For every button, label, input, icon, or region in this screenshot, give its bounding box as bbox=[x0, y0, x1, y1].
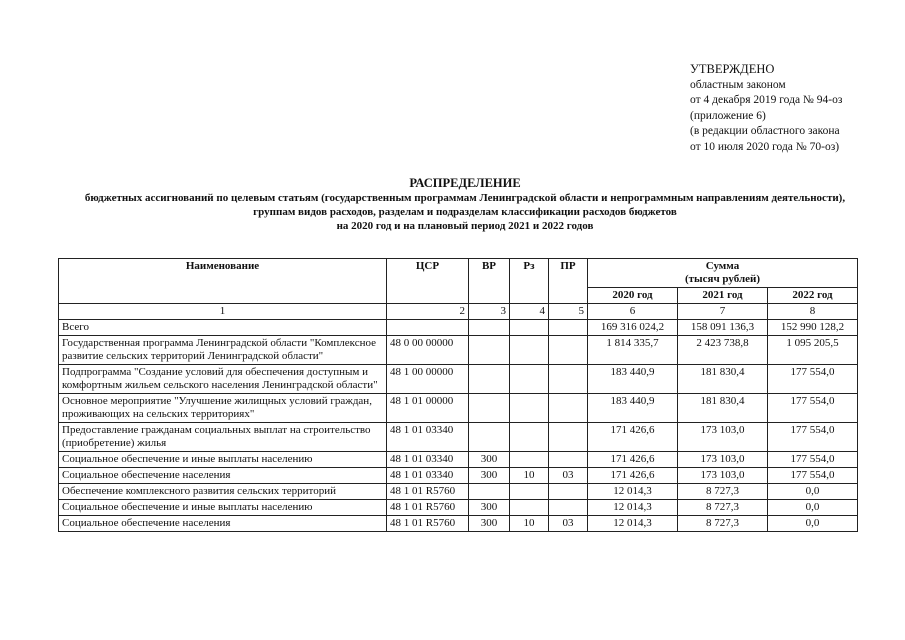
row-2021: 181 830,4 bbox=[678, 394, 768, 423]
row-2020: 171 426,6 bbox=[588, 468, 678, 484]
table-row bbox=[59, 336, 858, 365]
table-row bbox=[59, 452, 858, 468]
header-sum bbox=[588, 259, 858, 288]
row-2021: 181 830,4 bbox=[678, 365, 768, 394]
table-body bbox=[59, 304, 858, 532]
row-2022: 0,0 bbox=[768, 484, 858, 500]
row-csr: 48 1 01 03340 bbox=[387, 452, 469, 468]
column-number: 8 bbox=[768, 304, 858, 320]
row-2022: 177 554,0 bbox=[768, 394, 858, 423]
row-rz bbox=[510, 423, 549, 452]
row-rz bbox=[510, 484, 549, 500]
row-pr bbox=[549, 365, 588, 394]
row-name: Социальное обеспечение населения bbox=[59, 468, 387, 484]
row-2020: 171 426,6 bbox=[588, 452, 678, 468]
row-pr bbox=[549, 452, 588, 468]
header-rz: Рз bbox=[510, 259, 549, 304]
row-2022: 1 095 205,5 bbox=[768, 336, 858, 365]
column-number: 1 bbox=[59, 304, 387, 320]
total-2022: 152 990 128,2 bbox=[768, 320, 858, 336]
empty-cell bbox=[469, 320, 510, 336]
row-rz bbox=[510, 336, 549, 365]
row-vr: 300 bbox=[469, 452, 510, 468]
header-year-2022: 2022 год bbox=[768, 288, 858, 304]
empty-cell bbox=[387, 320, 469, 336]
table-row bbox=[59, 484, 858, 500]
column-number: 6 bbox=[588, 304, 678, 320]
row-csr: 48 1 01 00000 bbox=[387, 394, 469, 423]
column-number: 2 bbox=[387, 304, 469, 320]
row-2021: 173 103,0 bbox=[678, 452, 768, 468]
row-2020: 12 014,3 bbox=[588, 516, 678, 532]
approval-line: областным законом bbox=[690, 78, 786, 91]
total-2020: 169 316 024,2 bbox=[588, 320, 678, 336]
row-pr bbox=[549, 500, 588, 516]
row-name: Предоставление гражданам социальных выплат на строительство (приобретение) жилья bbox=[59, 423, 387, 452]
table-row bbox=[59, 516, 858, 532]
row-rz bbox=[510, 365, 549, 394]
row-2022: 177 554,0 bbox=[768, 423, 858, 452]
header-year-2020: 2020 год bbox=[588, 288, 678, 304]
row-csr: 48 1 01 R5760 bbox=[387, 516, 469, 532]
row-vr: 300 bbox=[469, 468, 510, 484]
row-name: Социальное обеспечение населения bbox=[59, 516, 387, 532]
row-name: Социальное обеспечение и иные выплаты населению bbox=[59, 500, 387, 516]
total-row bbox=[59, 320, 858, 336]
row-2022: 0,0 bbox=[768, 516, 858, 532]
row-2021: 173 103,0 bbox=[678, 468, 768, 484]
row-rz bbox=[510, 452, 549, 468]
approval-line: от 10 июля 2020 года № 70-оз) bbox=[690, 140, 840, 153]
row-2022: 177 554,0 bbox=[768, 452, 858, 468]
row-2020: 183 440,9 bbox=[588, 365, 678, 394]
column-number: 5 bbox=[549, 304, 588, 320]
row-csr: 48 1 01 R5760 bbox=[387, 500, 469, 516]
row-vr bbox=[469, 336, 510, 365]
column-number: 3 bbox=[469, 304, 510, 320]
row-2020: 183 440,9 bbox=[588, 394, 678, 423]
row-csr: 48 1 01 03340 bbox=[387, 423, 469, 452]
row-pr: 03 bbox=[549, 468, 588, 484]
row-2021: 173 103,0 bbox=[678, 423, 768, 452]
approval-line: (приложение 6) bbox=[690, 109, 766, 122]
row-pr bbox=[549, 336, 588, 365]
empty-cell bbox=[549, 320, 588, 336]
total-label: Всего bbox=[59, 320, 387, 336]
table-row bbox=[59, 394, 858, 423]
row-vr bbox=[469, 365, 510, 394]
row-rz: 10 bbox=[510, 516, 549, 532]
row-2022: 0,0 bbox=[768, 500, 858, 516]
row-pr bbox=[549, 484, 588, 500]
column-number: 7 bbox=[678, 304, 768, 320]
row-vr bbox=[469, 423, 510, 452]
document-heading bbox=[40, 175, 890, 233]
approval-line: (в редакции областного закона bbox=[690, 125, 840, 137]
row-2021: 8 727,3 bbox=[678, 516, 768, 532]
row-vr bbox=[469, 484, 510, 500]
document-subtitle: бюджетных ассигнований по целевым статьям (государственным программам Ленинградской области и непрограммным направлениям деятельности), bbox=[84, 192, 846, 204]
row-2022: 177 554,0 bbox=[768, 365, 858, 394]
table-row bbox=[59, 423, 858, 452]
header-csr: ЦСР bbox=[387, 259, 469, 304]
row-name: Социальное обеспечение и иные выплаты населению bbox=[59, 452, 387, 468]
row-rz bbox=[510, 500, 549, 516]
row-csr: 48 0 00 00000 bbox=[387, 336, 469, 365]
row-2020: 12 014,3 bbox=[588, 500, 678, 516]
header-vr: ВР bbox=[469, 259, 510, 304]
row-name: Обеспечение комплексного развития сельских территорий bbox=[59, 484, 387, 500]
header-year-2021: 2021 год bbox=[678, 288, 768, 304]
row-rz bbox=[510, 394, 549, 423]
column-number: 4 bbox=[510, 304, 549, 320]
document-title: РАСПРЕДЕЛЕНИЕ bbox=[409, 176, 521, 190]
row-rz: 10 bbox=[510, 468, 549, 484]
approval-line: от 4 декабря 2019 года № 94-оз bbox=[690, 94, 843, 106]
row-2020: 1 814 335,7 bbox=[588, 336, 678, 365]
header-pr: ПР bbox=[549, 259, 588, 304]
header-sum-unit: (тысяч рублей) bbox=[684, 273, 761, 285]
row-2022: 177 554,0 bbox=[768, 468, 858, 484]
column-number-row bbox=[59, 304, 858, 320]
header-name: Наименование bbox=[59, 259, 387, 304]
row-csr: 48 1 01 R5760 bbox=[387, 484, 469, 500]
row-name: Государственная программа Ленинградской области "Комплексное развитие сельских территорий Ленинградской области" bbox=[59, 336, 387, 365]
row-pr: 03 bbox=[549, 516, 588, 532]
row-vr bbox=[469, 394, 510, 423]
table-row bbox=[59, 365, 858, 394]
table-row bbox=[59, 468, 858, 484]
row-2020: 171 426,6 bbox=[588, 423, 678, 452]
empty-cell bbox=[510, 320, 549, 336]
row-2021: 8 727,3 bbox=[678, 500, 768, 516]
approval-title: УТВЕРЖДЕНО bbox=[690, 62, 775, 76]
row-pr bbox=[549, 394, 588, 423]
row-2021: 8 727,3 bbox=[678, 484, 768, 500]
row-vr: 300 bbox=[469, 500, 510, 516]
row-2020: 12 014,3 bbox=[588, 484, 678, 500]
row-name: Подпрограмма "Создание условий для обеспечения доступным и комфортным жильем сельского населения Ленинградской области" bbox=[59, 365, 387, 394]
table-row bbox=[59, 500, 858, 516]
row-csr: 48 1 01 03340 bbox=[387, 468, 469, 484]
total-2021: 158 091 136,3 bbox=[678, 320, 768, 336]
header-sum-label: Сумма bbox=[705, 260, 740, 272]
row-vr: 300 bbox=[469, 516, 510, 532]
approval-stamp bbox=[690, 62, 842, 155]
row-name: Основное мероприятие "Улучшение жилищных условий граждан, проживающих на сельских территориях" bbox=[59, 394, 387, 423]
row-pr bbox=[549, 423, 588, 452]
budget-table bbox=[58, 258, 858, 532]
row-csr: 48 1 00 00000 bbox=[387, 365, 469, 394]
document-subtitle: на 2020 год и на плановый период 2021 и 2022 годов bbox=[336, 220, 594, 232]
row-2021: 2 423 738,8 bbox=[678, 336, 768, 365]
document-subtitle: группам видов расходов, разделам и подразделам классификации расходов бюджетов bbox=[253, 206, 677, 218]
